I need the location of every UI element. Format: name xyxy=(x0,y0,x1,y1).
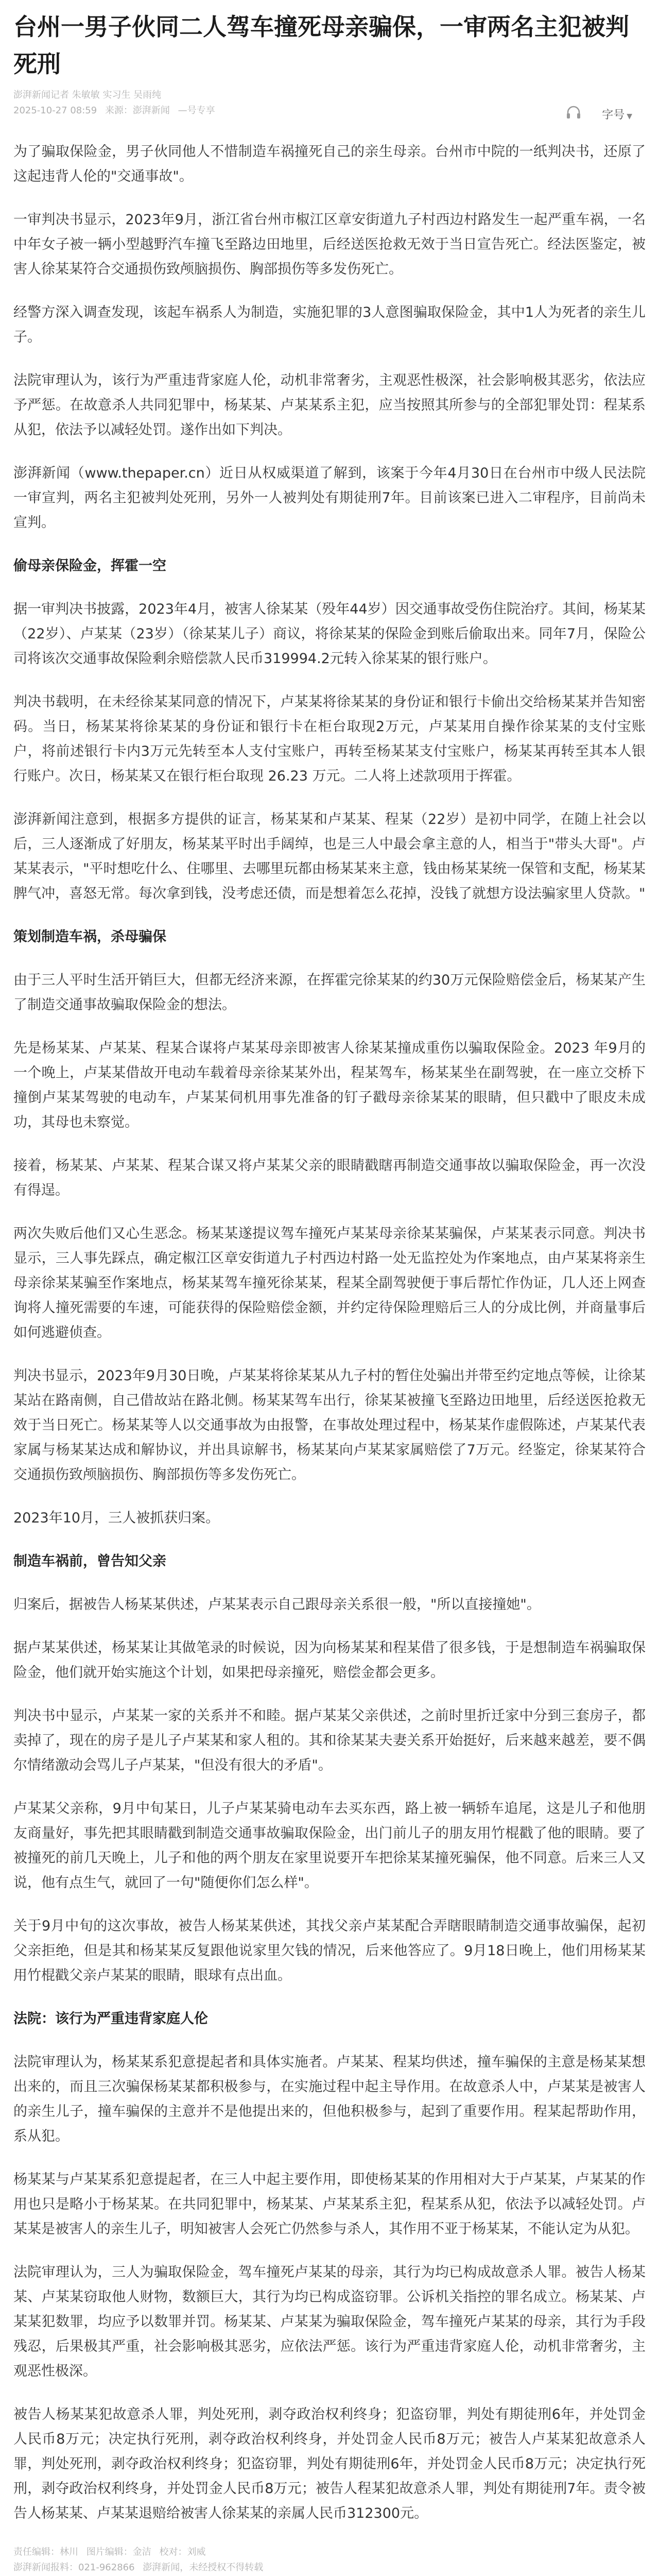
article-paragraph: 接着，杨某某、卢某某、程某合谋又将卢某某父亲的眼睛戳瞎再制造交通事故以骗取保险金，再一次没有得逞。 xyxy=(13,1158,646,1198)
article-paragraph: 判决书中显示，卢某某一家的关系并不和睦。据卢某某父亲供述，之前时里折迁家中分到三套房子，都卖掉了，现在的房子是儿子卢某某和家人租的。其和徐某某夫妻关系开始挺好，后来越来越差，要不偶尔情绪激动会骂儿子卢某某，"但没有很大的矛盾"。 xyxy=(13,1708,646,1773)
headphones-icon[interactable] xyxy=(566,105,581,123)
article-paragraph: 由于三人平时生活开销巨大，但都无经济来源，在挥霍完徐某某的约30万元保险赔偿金后，杨某某产生了制造交通事故骗取保险金的想法。 xyxy=(13,972,646,1013)
meta-source: 澎湃新闻记者 朱敏敏 实习生 吴雨纯 xyxy=(13,90,162,100)
meta-channel: 来源：澎湃新闻 xyxy=(105,105,170,116)
article-paragraph: 归案后，据被告人杨某某供述，卢某某表示自己跟母亲关系很一般，"所以直接撞她"。 xyxy=(13,1597,541,1613)
section-heading: 偷母亲保险金，挥霍一空 xyxy=(13,558,166,574)
footer-copyright: 澎湃新闻，未经授权不得转载 xyxy=(143,2562,264,2573)
chevron-down-icon: ▼ xyxy=(627,112,632,121)
article-paragraph: 卢某某父亲称，9月中旬某日，儿子卢某某骑电动车去买东西，路上被一辆轿车追尾，这是儿子和他朋友商量好，事先把其眼睛戳到制造交通事故骗取保险金，出门前儿子的朋友用竹棍戳了他的眼睛。要了被撞死的前几天晚上，儿子和他的两个朋友在家里说要开车把徐某某撞死骗保，他不同意。后来三人又说，他有点生气，就回了一句"随便你们怎么样"。 xyxy=(13,1801,646,1891)
meta-column: —号专享 xyxy=(178,105,215,116)
article-paragraph: 法院审理认为，三人为骗取保险金，驾车撞死卢某某的母亲，其行为均已构成故意杀人罪。被告人杨某某、卢某某窃取他人财物，数额巨大，其行为均已构成盗窃罪。公诉机关指控的罪名成立。杨某某、卢某某犯数罪，均应予以数罪并罚。杨某某、卢某某为骗取保险金，驾车撞死卢某某的母亲，其行为手段残忍，后果极其严重，社会影响极其恶劣，应依法严惩。该行为严重违背家庭人伦，动机非常奢劣，主观恶性极深。 xyxy=(13,2264,646,2379)
section-heading: 策划制造车祸，杀母骗保 xyxy=(13,929,166,945)
article-paragraph: 据一审判决书披露，2023年4月，被害人徐某某（殁年44岁）因交通事故受伤住院治疗。其间，杨某某（22岁）、卢某某（23岁）（徐某某儿子）商议，将徐某某的保险金到账后偷取出来。同年7月，保险公司将该次交通事故保险剩余赔偿款人民币319994.2元转入徐某某的银行账户。 xyxy=(13,601,646,667)
article-paragraph: 据卢某某供述，杨某某让其做笔录的时候说，因为向杨某某和程某借了很多钱，于是想制造车祸骗取保险金，他们就开始实施这个计划，如果把母亲撞死，赔偿金都会更多。 xyxy=(13,1640,646,1681)
section-heading: 法院：该行为严重违背家庭人伦 xyxy=(13,2011,208,2027)
article-actions xyxy=(566,105,632,123)
article-paragraph: 一审判决书显示，2023年9月，浙江省台州市椒江区章安街道九子村西边村路发生一起严重车祸，一名中年女子被一辆小型越野汽车撞飞至路边田地里，后经送医抢救无效于当日宣告死亡。经法医鉴定，被害人徐某某符合交通损伤致颅脑损伤、胸部损伤等多发伤死亡。 xyxy=(13,212,646,277)
footer-notice xyxy=(13,2560,646,2575)
article-title: 台州一男子伙同二人驾车撞死母亲骗保，一审两名主犯被判死刑 xyxy=(13,13,629,78)
footer-proofreader: 校对：刘威 xyxy=(159,2547,206,2557)
article-paragraph: 判决书载明，在未经徐某某同意的情况下，卢某某将徐某某的身份证和银行卡偷出交给杨某某并告知密码。当日，杨某某将徐某某的身份证和银行卡在柜台取现2万元，卢某某用自操作徐某某的支付宝账户，将前述银行卡内3万元先转至本人支付宝账户，再转至杨某某支付宝账户，杨某某再转至其本人银行账户。次日，杨某某又在银行柜台取现 26.23 万元。二人将上述款项用于挥霍。 xyxy=(13,694,646,784)
article-paragraph: 澎湃新闻注意到，根据多方提供的证言，杨某某和卢某某、程某（22岁）是初中同学，在随上社会以后，三人逐渐成了好朋友，杨某某平时出手阔绰，也是三人中最会拿主意的人，相当于"带头大哥"。卢某某表示，"平时想吃什么、住哪里、去哪里玩都由杨某某来主意，钱由杨某某统一保管和支配，杨某某脾气冲，喜怒无常。每次拿到钱，没考虑还债，而是想着怎么花掉，没钱了就想方设法骗家里人贷款。" xyxy=(13,811,646,902)
footer-photo-editor: 图片编辑：金洁 xyxy=(86,2547,151,2557)
article-paragraph: 先是杨某某、卢某某、程某合谋将卢某某母亲即被害人徐某某撞成重伤以骗取保险金。2023 年9月的一个晚上，卢某某借故开电动车载着母亲徐某某外出，程某驾车，杨某某坐在副驾驶，在一座立交桥下撞倒卢某某驾驶的电动车，卢某某伺机用事先准备的钉子戳母亲徐某某的眼睛，但只戳中了眼皮未成功，其母也未察觉。 xyxy=(13,1040,646,1130)
article-paragraph: 法院审理认为，杨某某系犯意提起者和具体实施者。卢某某、程某均供述，撞车骗保的主意是杨某某想出来的，而且三次骗保杨某某都积极参与，在实施过程中起主导作用。在故意杀人中，卢某某是被害人的亲生儿子，撞车骗保的主意并不是他提出来的，但他积极参与，起到了重要作用。程某起帮助作用，系从犯。 xyxy=(13,2054,646,2144)
footer-credits xyxy=(13,2545,646,2560)
article-paragraph: 为了骗取保险金，男子伙同他人不惜制造车祸撞死自己的亲生母亲。台州市中院的一纸判决书，还原了这起违背人伦的"交通事故"。 xyxy=(13,144,646,184)
footer-hotline: 澎湃新闻报料：021-962866 xyxy=(13,2562,135,2573)
article-paragraph: 澎湃新闻（www.thepaper.cn）近日从权威渠道了解到，该案于今年4月30日在台州市中级人民法院一审宣判，两名主犯被判处死刑，另外一人被判处有期徒刑7年。目前该案已进入二审程序，目前尚未宣判。 xyxy=(13,465,646,531)
article-body xyxy=(13,140,646,2526)
article-paragraph: 2023年10月，三人被抓获归案。 xyxy=(13,1510,220,1526)
meta-date: 2025-10-27 08:59 xyxy=(13,105,97,116)
section-heading: 制造车祸前，曾告知父亲 xyxy=(13,1553,166,1569)
font-size-control[interactable] xyxy=(602,106,632,122)
article-paragraph: 被告人杨某某犯故意杀人罪，判处死刑，剥夺政治权利终身；犯盗窃罪，判处有期徒刑6年，并处罚金人民币8万元；决定执行死刑，剥夺政治权利终身，并处罚金人民币8万元；被告人卢某某犯故意杀人罪，判处死刑，剥夺政治权利终身；犯盗窃罪，判处有期徒刑6年，并处罚金人民币8万元；决定执行死刑，剥夺政治权利终身，并处罚金人民币8万元；被告人程某犯故意杀人罪，判处有期徒刑7年。责令被告人杨某某、卢某某退赔给被害人徐某某的亲属人民币312300元。 xyxy=(13,2406,646,2521)
article-paragraph: 杨某某与卢某某系犯意提起者，在三人中起主要作用，即使杨某某的作用相对大于卢某某，卢某某的作用也只是略小于杨某某。在共同犯罪中，杨某某、卢某某系主犯，程某系从犯，依法予以减轻处罚。卢某某是被害人的亲生儿子，明知被害人会死亡仍然参与杀人，其作用不亚于杨某某，不能认定为从犯。 xyxy=(13,2172,646,2237)
article-paragraph: 经警方深入调查发现，该起车祸系人为制造，实施犯罪的3人意图骗取保险金，其中1人为死者的亲生儿子。 xyxy=(13,304,646,345)
article-paragraph: 两次失败后他们又心生恶念。杨某某遂提议驾车撞死卢某某母亲徐某某骗保，卢某某表示同意。判决书显示，三人事先踩点，确定椒江区章安街道九子村西边村路一处无监控处为作案地点，由卢某某将亲生母亲徐某某骗至作案地点，杨某某驾车撞死徐某某，程某全副驾驶便于事后帮忙作伪证，几人还上网查询将人撞死需要的车速，可能获得的保险赔偿金额，并约定待保险理赔后三人的分成比例，并商量事后如何逃避侦查。 xyxy=(13,1226,646,1341)
footer-editor: 责任编辑：林川 xyxy=(13,2547,78,2557)
article-footer xyxy=(13,2545,646,2575)
article-paragraph: 判决书显示，2023年9月30日晚，卢某某将徐某某从九子村的暂住处骗出并带至约定地点等候，让徐某某站在路南侧，自己借故站在路北侧。杨某某驾车出行，徐某某被撞飞至路边田地里，后经送医抢救无效于当日死亡。杨某某等人以交通事故为由报警，在事故处理过程中，杨某某作虚假陈述，卢某某代表家属与杨某某达成和解协议，并出具谅解书，杨某某向卢某某家属赔偿了7万元。经鉴定，徐某某符合交通损伤致颅脑损伤、胸部损伤等多发伤死亡。 xyxy=(13,1368,646,1483)
article-paragraph: 关于9月中旬的这次事故，被告人杨某某供述，其找父亲卢某某配合弄瞎眼睛制造交通事故骗保，起初父亲拒绝，但是其和杨某某反复跟他说家里欠钱的情况，后来他答应了。9月18日晚上，他们用杨某某用竹棍戳父亲卢某某的眼睛，眼球有点出血。 xyxy=(13,1918,646,1984)
meta-details xyxy=(13,103,220,118)
article-meta-row xyxy=(13,88,646,123)
article-paragraph: 法院审理认为，该行为严重违背家庭人伦，动机非常奢劣，主观恶性极深，社会影响极其恶劣，依法应予严惩。在故意杀人共同犯罪中，杨某某、卢某某系主犯，应当按照其所参与的全部犯罪处罚：程某系从犯，依法予以减轻处罚。遂作出如下判决。 xyxy=(13,372,646,438)
font-size-label: 字号 xyxy=(602,109,625,122)
article-meta xyxy=(13,88,220,118)
